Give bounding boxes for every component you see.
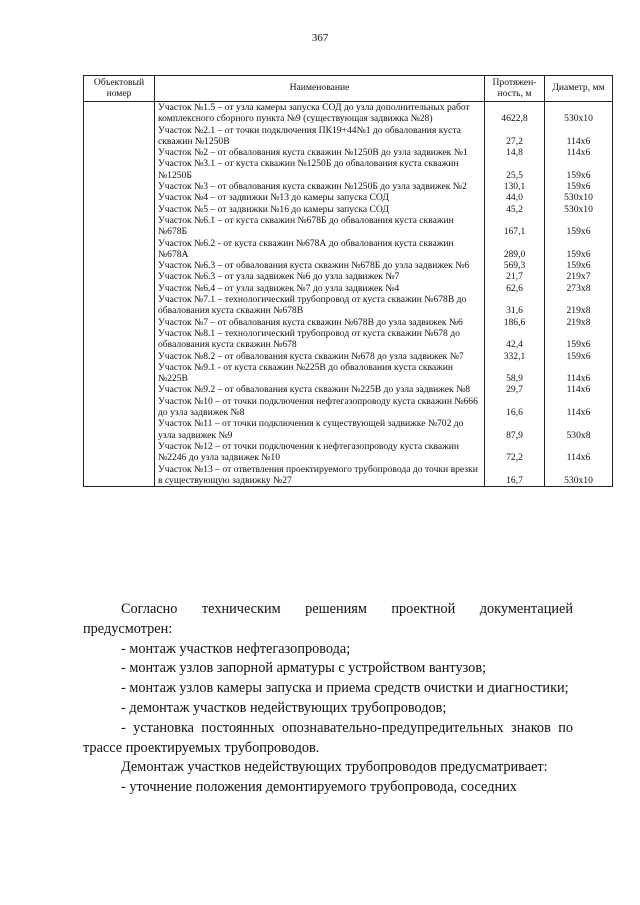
section-diameter: 219x7: [566, 271, 591, 283]
section-length: 62,6: [506, 282, 523, 294]
section-diameter: 114x6: [566, 452, 591, 464]
section-length: 4622,8: [501, 113, 528, 125]
section-length: 25,5: [506, 169, 523, 181]
section-diameter: 114x6: [566, 147, 591, 159]
section-name: Участок №8.2 – от обвалования куста скважин №678 до узла задвижек №7: [158, 350, 464, 362]
section-diameter: 219x8: [566, 305, 591, 317]
section-diameter: 159x6: [566, 339, 591, 351]
section-diameter: 159x6: [566, 260, 591, 272]
object-no-cell: [84, 102, 155, 487]
list-item: - демонтаж участков недействующих трубопроводов;: [121, 699, 447, 716]
section-name: Участок №9.2 – от обвалования куста скважин №225В до узла задвижек №8: [158, 384, 471, 396]
section-name: Участок №1.5 – от узла камеры запуска СОД до узла дополнительных работ комплексного сборного пункта №9 (существующая задвижка №28): [158, 102, 470, 125]
section-diameter: 530x10: [564, 474, 593, 486]
header-object-no: Объектовый номер: [84, 76, 155, 102]
page-number: 367: [311, 32, 329, 44]
section-diameter: 530x8: [566, 429, 591, 441]
section-name: Участок №3.1 – от куста скважин №1250Б до обвалования куста скважин №1250Б: [158, 158, 459, 181]
demontage-paragraph: Демонтаж участков недействующих трубопроводов предусматривает:: [121, 759, 548, 776]
list-item: - монтаж участков нефтегазопровода;: [121, 640, 351, 657]
section-diameter: 219x8: [566, 316, 591, 328]
section-name: Участок №11 – от точки подключения к существующей задвижке №702 до узла задвижек №9: [158, 418, 464, 441]
diameters-cell: [545, 102, 613, 487]
section-diameter: 530x10: [564, 192, 593, 204]
header-name: Наименование: [155, 76, 485, 102]
section-length: 21,7: [506, 271, 523, 283]
table-row: [84, 102, 613, 487]
section-diameter: 114x6: [566, 135, 591, 147]
section-name: Участок №2.1 – от точки подключения ПК19+44№1 до обвалования куста скважин №1250В: [158, 124, 461, 147]
section-length: 44,0: [506, 192, 523, 204]
section-name: Участок №7 – от обвалования куста скважин №678В до узла задвижек №6: [158, 316, 463, 328]
lengths-cell: [485, 102, 545, 487]
pipeline-sections-table: [83, 75, 613, 487]
section-length: 72,2: [506, 452, 523, 464]
section-name: Участок №10 – от точки подключения нефтегазопроводу куста скважин №666 до узла задвижек №8: [158, 395, 478, 419]
section-length: 31,6: [506, 305, 523, 317]
section-diameter: 159x6: [566, 248, 591, 260]
section-diameter: 530x10: [564, 113, 593, 125]
section-name: Участок №6.3 – от обвалования куста скважин №678Б до узла задвижек №6: [158, 260, 470, 272]
section-length: 186,6: [503, 316, 526, 328]
list-item: - уточнение положения демонтируемого трубопровода, соседних: [121, 779, 517, 796]
section-length: 58,9: [506, 373, 523, 385]
header-length: Протяжен- ность, м: [485, 76, 545, 102]
section-diameter: 159x6: [566, 350, 591, 362]
section-length: 569,3: [503, 260, 526, 272]
section-diameter: 114x6: [566, 373, 591, 385]
section-length: 42,4: [506, 339, 523, 351]
section-diameter: 159x6: [566, 169, 591, 181]
section-length: 16,7: [506, 474, 523, 486]
intro-paragraph: Согласно техническим решениям проектной документацией предусмотрен:: [83, 601, 573, 637]
section-length: 29,7: [506, 384, 523, 396]
section-length: 332,1: [503, 350, 526, 362]
section-name: Участок №13 – от ответвления проектируемого трубопровода до точки врезки в существующую задвижку №27: [158, 463, 478, 486]
section-diameter: 159x6: [566, 226, 591, 238]
list-item: - монтаж узлов камеры запуска и приема средств очистки и диагностики;: [121, 680, 569, 697]
section-length: 87,9: [506, 429, 523, 441]
section-name: Участок №7.1 – технологический трубопровод от куста скважин №678В до обвалования куста скважин №678В: [158, 294, 467, 317]
section-name: Участок №3 – от обвалования куста скважин №1250Б до узла задвижек №2: [158, 181, 467, 193]
list-item: - монтаж узлов запорной арматуры с устройством вантузов;: [121, 660, 487, 677]
section-name: Участок №5 – от задвижки №16 до камеры запуска СОД: [158, 203, 389, 215]
section-diameter: 114x6: [566, 384, 591, 396]
section-name: Участок №4 – от задвижки №13 до камеры запуска СОД: [158, 192, 389, 204]
list-item: - установка постоянных опознавательно-предупредительных знаков по трассе проектируемых трубопроводов.: [83, 719, 573, 756]
section-name: Участок №2 – от обвалования куста скважин №1250В до узла задвижек №1: [158, 147, 468, 159]
section-name: Участок №6.4 – от узла задвижек №7 до узла задвижек №4: [158, 282, 400, 294]
section-length: 167,1: [503, 226, 526, 238]
body-text: [83, 600, 573, 798]
section-name: Участок №8.1 – технологический трубопровод от куста скважин №678 до обвалования куста скважин №678: [158, 327, 460, 351]
section-name: Участок №9.1 - от куста скважин №225В до обвалования куста скважин №225В: [158, 361, 454, 385]
section-length: 130,1: [503, 181, 526, 193]
section-name: Участок №6.3 – от узла задвижек №6 до узла задвижек №7: [158, 271, 400, 283]
section-length: 14,8: [506, 147, 523, 159]
section-diameter: 530x10: [564, 203, 593, 215]
header-diameter: Диаметр, мм: [545, 76, 613, 102]
section-length: 27,2: [506, 135, 523, 147]
table-header-row: [84, 76, 613, 102]
section-name: Участок №6.2 - от куста скважин №678А до обвалования куста скважин №678А: [158, 237, 454, 260]
section-length: 16,6: [506, 407, 523, 419]
section-name: Участок №6.1 – от куста скважин №678Б до обвалования куста скважин №678Б: [158, 214, 454, 238]
section-length: 289,0: [503, 248, 526, 260]
section-length: 45,2: [506, 203, 523, 215]
section-names-cell: [155, 102, 485, 487]
section-diameter: 114x6: [566, 407, 591, 419]
section-diameter: 273x8: [566, 282, 591, 294]
section-diameter: 159x6: [566, 181, 591, 193]
section-name: Участок №12 – от точки подключения к нефтегазопроводу куста скважин №2246 до узла задвижек №10: [158, 440, 460, 464]
